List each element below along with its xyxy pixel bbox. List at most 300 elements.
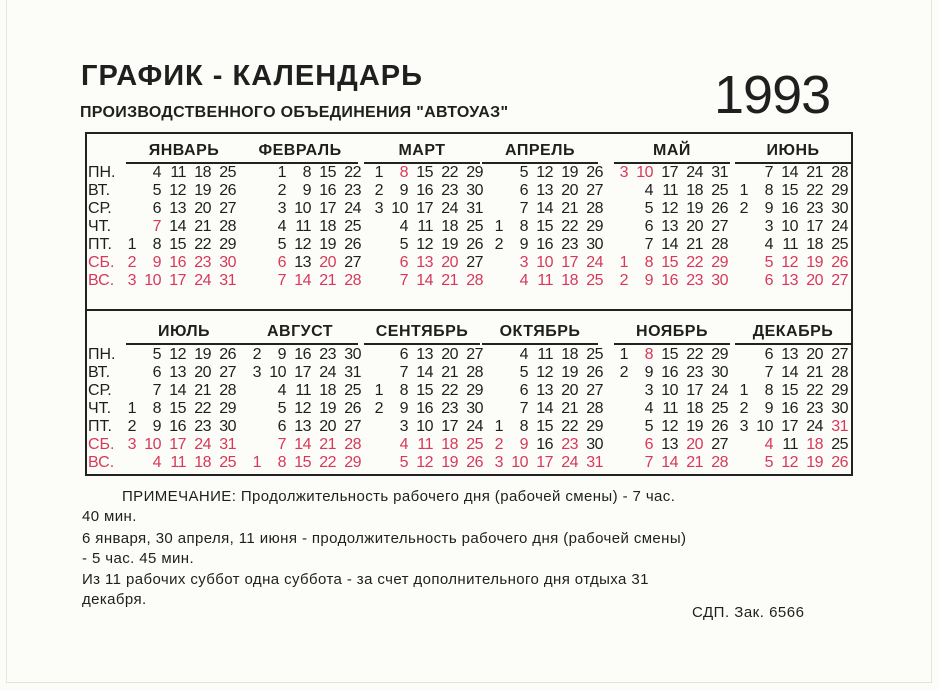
month-name: МАЙ bbox=[653, 142, 691, 159]
calendar-day: 26 bbox=[219, 182, 236, 199]
calendar-day: 5 bbox=[764, 454, 773, 471]
calendar-day: 3 bbox=[399, 418, 408, 435]
calendar-day: 18 bbox=[561, 346, 578, 363]
calendar-day: 31 bbox=[344, 364, 361, 381]
calendar-day: 16 bbox=[781, 200, 798, 217]
calendar-day: 12 bbox=[536, 364, 553, 381]
calendar-day: 5 bbox=[399, 454, 408, 471]
calendar-day: 9 bbox=[519, 436, 528, 453]
calendar-day: 30 bbox=[711, 364, 728, 381]
calendar-day: 25 bbox=[219, 164, 236, 181]
calendar-day: 3 bbox=[739, 418, 748, 435]
calendar-day: 25 bbox=[711, 182, 728, 199]
calendar-day: 10 bbox=[781, 218, 798, 235]
calendar-day: 30 bbox=[586, 236, 603, 253]
calendar-day: 19 bbox=[319, 236, 336, 253]
calendar-day: 5 bbox=[152, 182, 161, 199]
calendar-day: 23 bbox=[806, 400, 823, 417]
calendar-day: 10 bbox=[269, 364, 286, 381]
calendar-day: 25 bbox=[466, 436, 483, 453]
calendar-day: 29 bbox=[344, 454, 361, 471]
calendar-day: 17 bbox=[416, 200, 433, 217]
calendar-day: 27 bbox=[219, 364, 236, 381]
calendar-day: 28 bbox=[219, 218, 236, 235]
calendar-day: 20 bbox=[194, 200, 211, 217]
calendar-day: 16 bbox=[661, 364, 678, 381]
calendar-day: 19 bbox=[441, 236, 458, 253]
calendar-day: 24 bbox=[194, 436, 211, 453]
calendar-day: 17 bbox=[441, 418, 458, 435]
calendar-day: 7 bbox=[764, 164, 773, 181]
calendar-day: 7 bbox=[152, 218, 161, 235]
calendar-day: 18 bbox=[319, 218, 336, 235]
calendar-day: 22 bbox=[561, 418, 578, 435]
calendar-day: 11 bbox=[295, 218, 311, 235]
calendar-day: 20 bbox=[194, 364, 211, 381]
calendar-day: 29 bbox=[219, 236, 236, 253]
calendar-day: 28 bbox=[831, 164, 848, 181]
calendar-day: 8 bbox=[399, 382, 408, 399]
calendar-day: 28 bbox=[586, 400, 603, 417]
month-name: ЯНВАРЬ bbox=[148, 142, 220, 159]
calendar-day: 13 bbox=[781, 272, 798, 289]
note-line-4: - 5 час. 45 мин. bbox=[82, 550, 195, 567]
calendar-day: 27 bbox=[344, 254, 361, 271]
calendar-day: 18 bbox=[561, 272, 578, 289]
calendar-day: 26 bbox=[711, 418, 728, 435]
calendar-day: 21 bbox=[441, 364, 458, 381]
calendar-day: 15 bbox=[536, 218, 553, 235]
note-line-5: Из 11 рабочих суббот одна суббота - за счет дополнительного дня отдыха 31 bbox=[82, 571, 649, 588]
calendar-day: 19 bbox=[561, 364, 578, 381]
calendar-day: 7 bbox=[399, 272, 408, 289]
calendar-day: 12 bbox=[294, 400, 311, 417]
calendar-day: 14 bbox=[781, 364, 798, 381]
calendar-day: 1 bbox=[494, 218, 503, 235]
weekday-label: ВТ. bbox=[88, 364, 111, 381]
calendar-day: 21 bbox=[194, 382, 211, 399]
calendar-day: 1 bbox=[127, 400, 136, 417]
calendar-day: 23 bbox=[686, 364, 703, 381]
calendar-day: 13 bbox=[781, 346, 798, 363]
calendar-day: 26 bbox=[466, 454, 483, 471]
calendar-day: 16 bbox=[416, 400, 433, 417]
calendar-day: 14 bbox=[416, 272, 433, 289]
calendar-day: 17 bbox=[561, 254, 578, 271]
calendar-day: 12 bbox=[781, 254, 798, 271]
calendar-day: 19 bbox=[806, 454, 823, 471]
calendar-day: 21 bbox=[194, 218, 211, 235]
calendar-day: 5 bbox=[277, 400, 286, 417]
calendar-day: 21 bbox=[806, 364, 823, 381]
year-label: 1993 bbox=[714, 65, 831, 125]
calendar-day: 2 bbox=[739, 200, 748, 217]
calendar-day: 5 bbox=[277, 236, 286, 253]
calendar-day: 5 bbox=[519, 164, 528, 181]
calendar-day: 20 bbox=[561, 382, 578, 399]
calendar-day: 3 bbox=[764, 218, 773, 235]
calendar-day: 14 bbox=[781, 164, 798, 181]
calendar-day: 6 bbox=[644, 218, 653, 235]
month-name: АВГУСТ bbox=[266, 323, 334, 340]
calendar-day: 14 bbox=[294, 436, 311, 453]
calendar-day: 13 bbox=[169, 200, 186, 217]
weekday-label: ПТ. bbox=[88, 418, 112, 435]
month-underline bbox=[735, 343, 851, 345]
calendar-day: 4 bbox=[764, 436, 773, 453]
calendar-day: 3 bbox=[127, 272, 136, 289]
calendar-day: 6 bbox=[764, 346, 773, 363]
note-line-1: ПРИМЕЧАНИЕ: Продолжительность рабочего дня (рабочей смены) - 7 час. bbox=[122, 488, 676, 505]
calendar-day: 23 bbox=[561, 436, 578, 453]
calendar-day: 25 bbox=[831, 436, 848, 453]
calendar-day: 30 bbox=[344, 346, 361, 363]
calendar-day: 30 bbox=[831, 400, 848, 417]
calendar-day: 18 bbox=[686, 400, 703, 417]
calendar-day: 11 bbox=[782, 436, 798, 453]
note-line-6: декабря. bbox=[82, 591, 147, 608]
calendar-day: 30 bbox=[466, 400, 483, 417]
calendar-day: 10 bbox=[511, 454, 528, 471]
calendar-day: 19 bbox=[319, 400, 336, 417]
calendar-day: 11 bbox=[295, 382, 311, 399]
calendar-day: 3 bbox=[277, 200, 286, 217]
calendar-day: 26 bbox=[831, 454, 848, 471]
calendar-day: 15 bbox=[781, 182, 798, 199]
calendar-day: 24 bbox=[194, 272, 211, 289]
calendar-day: 9 bbox=[277, 346, 286, 363]
calendar-day: 13 bbox=[536, 382, 553, 399]
calendar-day: 24 bbox=[466, 418, 483, 435]
calendar-day: 28 bbox=[711, 454, 728, 471]
calendar-day: 24 bbox=[441, 200, 458, 217]
calendar-day: 25 bbox=[586, 272, 603, 289]
month-underline bbox=[614, 343, 730, 345]
calendar-day: 4 bbox=[764, 236, 773, 253]
calendar-day: 4 bbox=[644, 400, 653, 417]
calendar-day: 19 bbox=[806, 254, 823, 271]
month-name: МАРТ bbox=[398, 142, 446, 159]
calendar-day: 22 bbox=[319, 454, 336, 471]
calendar-day: 18 bbox=[441, 218, 458, 235]
calendar-day: 31 bbox=[466, 200, 483, 217]
calendar-day: 5 bbox=[519, 364, 528, 381]
calendar-day: 19 bbox=[194, 346, 211, 363]
calendar-day: 12 bbox=[661, 418, 678, 435]
calendar-day: 8 bbox=[152, 236, 161, 253]
weekday-label: ЧТ. bbox=[88, 218, 112, 235]
calendar-day: 27 bbox=[711, 436, 728, 453]
calendar-day: 20 bbox=[686, 218, 703, 235]
calendar-day: 27 bbox=[711, 218, 728, 235]
calendar-day: 20 bbox=[806, 272, 823, 289]
calendar-day: 14 bbox=[536, 200, 553, 217]
calendar-day: 17 bbox=[294, 364, 311, 381]
calendar-day: 13 bbox=[294, 418, 311, 435]
calendar-day: 30 bbox=[586, 436, 603, 453]
calendar-day: 11 bbox=[537, 346, 553, 363]
calendar-day: 28 bbox=[344, 436, 361, 453]
calendar-day: 24 bbox=[831, 218, 848, 235]
calendar-day: 8 bbox=[277, 454, 286, 471]
calendar-day: 29 bbox=[219, 400, 236, 417]
month-name: СЕНТЯБРЬ bbox=[375, 323, 469, 340]
calendar-day: 19 bbox=[441, 454, 458, 471]
calendar-day: 29 bbox=[586, 418, 603, 435]
calendar-day: 10 bbox=[391, 200, 408, 217]
calendar-day: 9 bbox=[399, 182, 408, 199]
month-name: НОЯБРЬ bbox=[636, 323, 708, 340]
calendar-day: 18 bbox=[441, 436, 458, 453]
calendar-day: 18 bbox=[806, 436, 823, 453]
month-name: ОКТЯБРЬ bbox=[499, 323, 581, 340]
calendar-day: 1 bbox=[127, 236, 136, 253]
month-name: ИЮНЬ bbox=[766, 142, 820, 159]
calendar-day: 12 bbox=[416, 236, 433, 253]
calendar-day: 11 bbox=[662, 182, 678, 199]
calendar-day: 4 bbox=[277, 382, 286, 399]
calendar-day: 25 bbox=[344, 218, 361, 235]
calendar-day: 7 bbox=[644, 454, 653, 471]
calendar-day: 17 bbox=[686, 382, 703, 399]
calendar-day: 5 bbox=[644, 418, 653, 435]
calendar-day: 12 bbox=[781, 454, 798, 471]
month-underline bbox=[126, 343, 242, 345]
month-underline bbox=[364, 343, 480, 345]
calendar-day: 17 bbox=[806, 218, 823, 235]
month-underline bbox=[482, 343, 598, 345]
calendar-day: 16 bbox=[781, 400, 798, 417]
calendar-day: 21 bbox=[561, 400, 578, 417]
calendar-day: 7 bbox=[399, 364, 408, 381]
calendar-day: 25 bbox=[711, 400, 728, 417]
calendar-day: 10 bbox=[536, 254, 553, 271]
calendar-day: 7 bbox=[277, 436, 286, 453]
calendar-day: 3 bbox=[644, 382, 653, 399]
month-name: ФЕВРАЛЬ bbox=[258, 142, 342, 159]
calendar-day: 13 bbox=[416, 346, 433, 363]
calendar-day: 6 bbox=[152, 200, 161, 217]
calendar-day: 3 bbox=[127, 436, 136, 453]
calendar-day: 23 bbox=[344, 182, 361, 199]
calendar-day: 27 bbox=[466, 254, 483, 271]
calendar-day: 15 bbox=[169, 236, 186, 253]
calendar-day: 20 bbox=[441, 254, 458, 271]
calendar-day: 18 bbox=[319, 382, 336, 399]
calendar-day: 24 bbox=[686, 164, 703, 181]
calendar-day: 10 bbox=[756, 418, 773, 435]
page-subtitle: ПРОИЗВОДСТВЕННОГО ОБЪЕДИНЕНИЯ "АВТОУАЗ" bbox=[80, 104, 509, 121]
calendar-day: 27 bbox=[344, 418, 361, 435]
calendar-day: 7 bbox=[519, 200, 528, 217]
calendar-day: 6 bbox=[399, 346, 408, 363]
calendar-day: 10 bbox=[661, 382, 678, 399]
calendar-day: 28 bbox=[219, 382, 236, 399]
calendar-day: 30 bbox=[219, 418, 236, 435]
calendar-day: 26 bbox=[586, 164, 603, 181]
weekday-label: СР. bbox=[88, 200, 112, 217]
calendar-day: 21 bbox=[441, 272, 458, 289]
calendar-day: 18 bbox=[686, 182, 703, 199]
calendar-day: 9 bbox=[152, 254, 161, 271]
calendar-day: 6 bbox=[277, 254, 286, 271]
calendar-day: 1 bbox=[374, 382, 383, 399]
calendar-day: 4 bbox=[152, 454, 161, 471]
calendar-day: 14 bbox=[169, 382, 186, 399]
calendar-day: 22 bbox=[561, 218, 578, 235]
calendar-day: 15 bbox=[416, 164, 433, 181]
calendar-day: 19 bbox=[561, 164, 578, 181]
calendar-day: 13 bbox=[294, 254, 311, 271]
calendar-day: 3 bbox=[494, 454, 503, 471]
calendar-day: 26 bbox=[466, 236, 483, 253]
calendar-day: 28 bbox=[586, 200, 603, 217]
calendar-day: 25 bbox=[831, 236, 848, 253]
calendar-day: 27 bbox=[831, 346, 848, 363]
calendar-day: 9 bbox=[152, 418, 161, 435]
month-name: АПРЕЛЬ bbox=[505, 142, 575, 159]
calendar-day: 9 bbox=[519, 236, 528, 253]
calendar-day: 5 bbox=[764, 254, 773, 271]
calendar-day: 27 bbox=[586, 382, 603, 399]
month-name: ИЮЛЬ bbox=[157, 323, 211, 340]
calendar-day: 26 bbox=[344, 400, 361, 417]
calendar-day: 25 bbox=[344, 382, 361, 399]
calendar-day: 21 bbox=[319, 272, 336, 289]
calendar-day: 6 bbox=[764, 272, 773, 289]
calendar-day: 7 bbox=[519, 400, 528, 417]
calendar-day: 30 bbox=[466, 182, 483, 199]
calendar-day: 1 bbox=[619, 346, 628, 363]
calendar-day: 21 bbox=[561, 200, 578, 217]
calendar-day: 19 bbox=[686, 200, 703, 217]
calendar-day: 12 bbox=[661, 200, 678, 217]
calendar-day: 29 bbox=[711, 346, 728, 363]
calendar-day: 5 bbox=[399, 236, 408, 253]
calendar-day: 11 bbox=[782, 236, 798, 253]
calendar-day: 9 bbox=[644, 272, 653, 289]
calendar-day: 23 bbox=[686, 272, 703, 289]
calendar-day: 5 bbox=[644, 200, 653, 217]
calendar-day: 22 bbox=[194, 400, 211, 417]
calendar-day: 6 bbox=[399, 254, 408, 271]
calendar-day: 12 bbox=[294, 236, 311, 253]
calendar-day: 1 bbox=[739, 182, 748, 199]
calendar-day: 26 bbox=[831, 254, 848, 271]
print-order-code: СДП. Зак. 6566 bbox=[692, 604, 805, 621]
weekday-label: ПН. bbox=[88, 346, 116, 363]
calendar-day: 13 bbox=[536, 182, 553, 199]
calendar-day: 3 bbox=[374, 200, 383, 217]
calendar-day: 6 bbox=[152, 364, 161, 381]
calendar-day: 2 bbox=[127, 418, 136, 435]
note-line-2: 40 мин. bbox=[82, 508, 137, 525]
calendar-day: 25 bbox=[466, 218, 483, 235]
calendar-day: 9 bbox=[399, 400, 408, 417]
calendar-day: 16 bbox=[661, 272, 678, 289]
calendar-day: 6 bbox=[519, 382, 528, 399]
calendar-day: 9 bbox=[764, 200, 773, 217]
weekday-label: ВС. bbox=[88, 272, 115, 289]
calendar-day: 11 bbox=[170, 164, 186, 181]
calendar-day: 30 bbox=[831, 200, 848, 217]
calendar-day: 26 bbox=[711, 200, 728, 217]
calendar-day: 20 bbox=[319, 418, 336, 435]
calendar-day: 27 bbox=[831, 272, 848, 289]
calendar-day: 16 bbox=[294, 346, 311, 363]
calendar-day: 29 bbox=[586, 218, 603, 235]
calendar-day: 11 bbox=[417, 218, 433, 235]
calendar-day: 17 bbox=[169, 436, 186, 453]
calendar-day: 8 bbox=[519, 218, 528, 235]
weekday-label: СБ. bbox=[88, 436, 115, 453]
calendar-day: 9 bbox=[644, 364, 653, 381]
calendar-day: 24 bbox=[586, 254, 603, 271]
calendar-day: 13 bbox=[661, 436, 678, 453]
calendar-day: 22 bbox=[686, 254, 703, 271]
calendar-day: 19 bbox=[686, 418, 703, 435]
calendar-day: 28 bbox=[711, 236, 728, 253]
calendar-day: 14 bbox=[294, 272, 311, 289]
calendar-day: 20 bbox=[561, 182, 578, 199]
calendar-day: 30 bbox=[219, 254, 236, 271]
calendar-day: 23 bbox=[441, 182, 458, 199]
calendar-day: 6 bbox=[644, 436, 653, 453]
calendar-day: 24 bbox=[806, 418, 823, 435]
calendar-day: 28 bbox=[466, 364, 483, 381]
calendar-day: 23 bbox=[561, 236, 578, 253]
calendar-day: 23 bbox=[194, 254, 211, 271]
calendar-day: 24 bbox=[711, 382, 728, 399]
calendar-day: 20 bbox=[806, 346, 823, 363]
calendar-day: 15 bbox=[781, 382, 798, 399]
calendar-day: 4 bbox=[152, 164, 161, 181]
calendar-day: 6 bbox=[519, 182, 528, 199]
calendar-day: 3 bbox=[252, 364, 261, 381]
calendar-day: 4 bbox=[644, 182, 653, 199]
calendar-day: 10 bbox=[416, 418, 433, 435]
weekday-label: ВТ. bbox=[88, 182, 111, 199]
calendar-day: 22 bbox=[344, 164, 361, 181]
calendar-day: 19 bbox=[194, 182, 211, 199]
calendar-day: 4 bbox=[277, 218, 286, 235]
calendar-day: 2 bbox=[494, 436, 503, 453]
calendar-day: 4 bbox=[399, 436, 408, 453]
calendar-day: 2 bbox=[619, 364, 628, 381]
calendar-day: 5 bbox=[152, 346, 161, 363]
calendar-day: 3 bbox=[619, 164, 628, 181]
calendar-day: 27 bbox=[466, 346, 483, 363]
calendar-day: 28 bbox=[344, 272, 361, 289]
calendar-day: 12 bbox=[416, 454, 433, 471]
calendar-day: 13 bbox=[169, 364, 186, 381]
calendar-day: 29 bbox=[466, 164, 483, 181]
calendar-day: 9 bbox=[764, 400, 773, 417]
calendar-day: 20 bbox=[441, 346, 458, 363]
calendar-day: 6 bbox=[277, 418, 286, 435]
calendar-day: 29 bbox=[466, 382, 483, 399]
month-name: ДЕКАБРЬ bbox=[752, 323, 834, 340]
calendar-day: 14 bbox=[416, 364, 433, 381]
weekday-label: СБ. bbox=[88, 254, 115, 271]
calendar-day: 23 bbox=[194, 418, 211, 435]
half-year-divider bbox=[85, 309, 853, 311]
calendar-day: 11 bbox=[170, 454, 186, 471]
calendar-day: 1 bbox=[374, 164, 383, 181]
calendar-day: 17 bbox=[781, 418, 798, 435]
calendar-day: 14 bbox=[169, 218, 186, 235]
calendar-day: 2 bbox=[619, 272, 628, 289]
